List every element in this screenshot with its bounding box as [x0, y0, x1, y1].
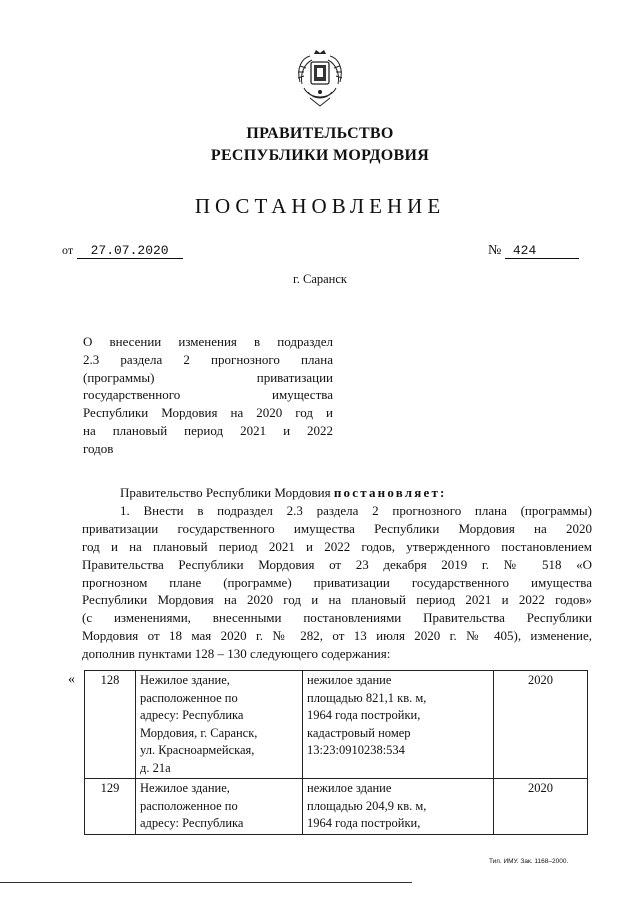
body-line: Мордовия от 18 мая 2020 г. № 282, от 13 июля 2020 г. № 405), изменение, — [82, 628, 592, 644]
number-value: 424 — [505, 243, 579, 259]
body-line: Республики Мордовия на 2020 год и на плановый период 2021 и 2022 годов» — [82, 592, 592, 608]
subject-line: О внесении изменения в подраздел — [83, 334, 333, 349]
subject-line: (программы) приватизации — [83, 369, 333, 385]
document-type-title: ПОСТАНОВЛЕНИЕ — [194, 194, 446, 218]
city: г. Саранск — [293, 272, 347, 286]
print-note: Тип. ИМУ. Зак. 1168–2000. — [489, 858, 569, 865]
body-line: прогнозном плане (программе) приватизации государственного имущества — [82, 574, 592, 590]
org-name-line1: ПРАВИТЕЛЬСТВО — [246, 125, 394, 142]
body-line: Правительства Республики Мордовия от 23 декабря 2019 г. № 518 «О — [82, 556, 592, 572]
body-line: год и на плановый период 2021 и 2022 годов, утвержденного постановлением — [82, 538, 592, 554]
subject-line: 2.3 раздела 2 прогнозного плана — [83, 351, 333, 367]
decree-intro: Правительство Республики Мордовия — [120, 485, 331, 500]
footer-divider — [0, 882, 412, 883]
subject-line: годов — [83, 440, 114, 456]
body-line: (с изменениями, внесенными постановлениями Правительства Республики — [82, 610, 592, 626]
table-row — [85, 779, 588, 835]
coat-of-arms-icon — [292, 48, 348, 112]
item-number: 129 — [85, 779, 136, 835]
item-details: нежилое здание площадью 821,1 кв. м, 1964 года постройки, кадастровый номер 13:23:0910238:534 — [303, 671, 494, 779]
decree-word: постановляет: — [333, 485, 447, 500]
date-value: 27.07.2020 — [77, 243, 183, 259]
body-text — [82, 484, 592, 663]
subject-block — [83, 333, 333, 458]
body-line: приватизации государственного имущества Республики Мордовия на 2020 — [82, 520, 592, 536]
item-number: 128 — [85, 671, 136, 779]
date-label: от — [62, 243, 74, 257]
subject-line: на плановый период 2021 и 2022 — [83, 422, 333, 438]
item-year: 2020 — [494, 671, 588, 779]
item-object: Нежилое здание, расположенное по адресу: Республика — [136, 779, 303, 835]
item-object: Нежилое здание, расположенное по адресу: Республика Мордовия, г. Саранск, ул. Красноармейская, д. 21а — [136, 671, 303, 779]
item-year: 2020 — [494, 779, 588, 835]
date-field — [62, 243, 183, 259]
number-field — [488, 243, 579, 259]
item-details: нежилое здание площадью 204,9 кв. м, 1964 года постройки, — [303, 779, 494, 835]
open-quote: « — [68, 672, 75, 687]
table-row — [85, 671, 588, 779]
body-line: 1. Внести в подраздел 2.3 раздела 2 прогнозного плана (программы) — [120, 502, 592, 518]
org-name-line2: РЕСПУБЛИКИ МОРДОВИЯ — [210, 147, 430, 164]
body-line: дополнив пунктами 128 – 130 следующего содержания: — [82, 646, 391, 662]
subject-line: Республики Мордовия на 2020 год и — [83, 405, 333, 421]
decree-intro-line — [82, 484, 592, 502]
number-label: № — [488, 243, 502, 258]
subject-line: государственного имущества — [83, 387, 333, 403]
privatization-items-table — [84, 670, 588, 835]
